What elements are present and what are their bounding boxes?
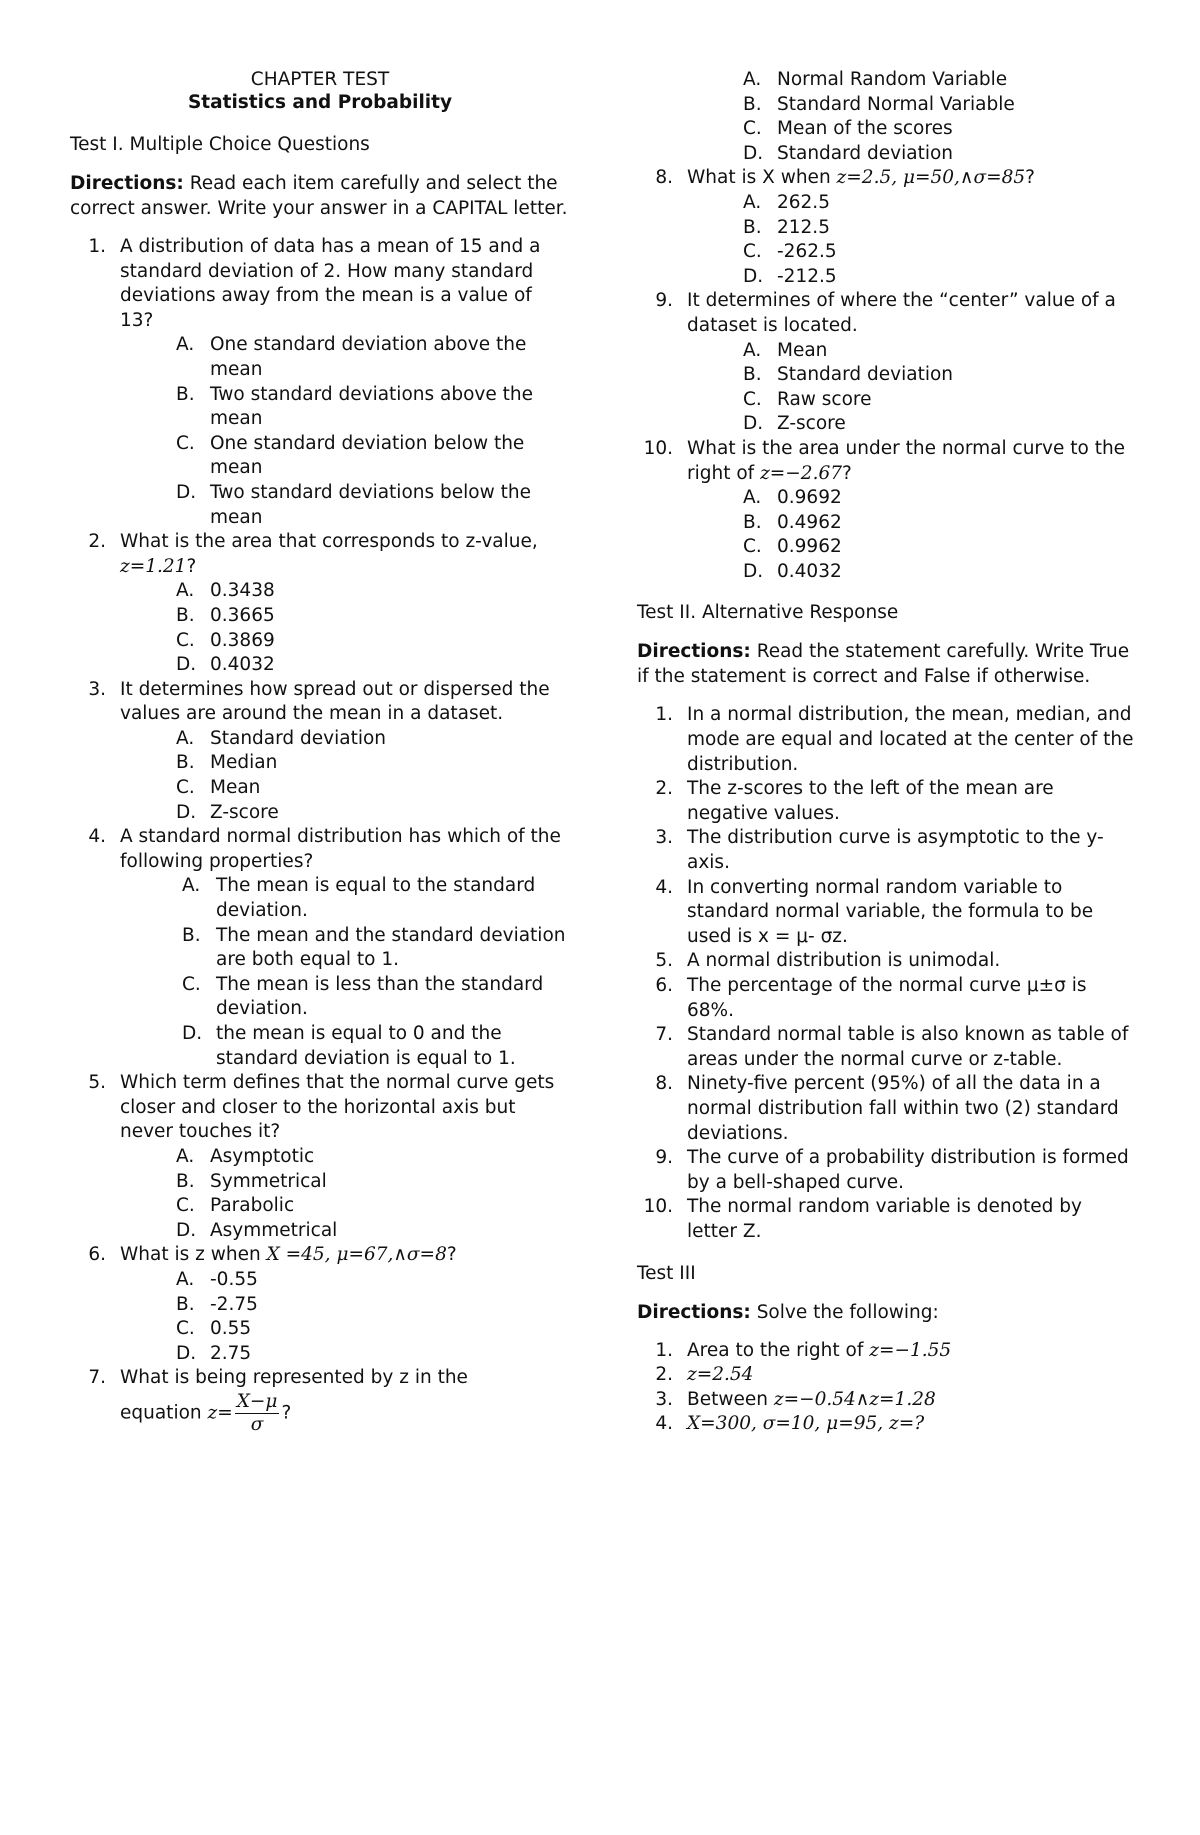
option-a bbox=[743, 486, 1137, 511]
option-text: -212.5 bbox=[777, 265, 837, 287]
option-letter: D. bbox=[176, 654, 197, 676]
option-text: One standard deviation above the mean bbox=[210, 334, 527, 380]
question-text bbox=[687, 166, 1137, 191]
option-text: 0.4032 bbox=[777, 560, 842, 582]
statement-item bbox=[637, 974, 1137, 1023]
option-letter: D. bbox=[743, 265, 764, 287]
test2-heading: Test II. Alternative Response bbox=[637, 602, 899, 624]
option-text: -262.5 bbox=[777, 241, 837, 263]
option-text: Symmetrical bbox=[210, 1170, 327, 1192]
problem-item bbox=[637, 1388, 1137, 1413]
option-letter: C. bbox=[743, 118, 762, 140]
option-text: 0.4962 bbox=[777, 511, 842, 533]
math-expression: z=−2.67 bbox=[760, 462, 843, 484]
option-letter: A. bbox=[743, 69, 762, 90]
option-letter: B. bbox=[743, 364, 762, 386]
problem-item bbox=[637, 1363, 1137, 1388]
question-text-prefix: What is the area under the normal curve to the right of bbox=[687, 437, 1126, 484]
option-text: Standard Normal Variable bbox=[777, 93, 1015, 115]
question-text: Which term defines that the normal curve gets closer and closer to the horizontal axis but never touches it? bbox=[120, 1072, 555, 1143]
math-expression: X=300, σ=10, μ=95, z=? bbox=[687, 1413, 925, 1435]
option-text: Two standard deviations below the mean bbox=[210, 481, 531, 528]
question-text-prefix: What is X when bbox=[687, 167, 837, 189]
option-text: 262.5 bbox=[777, 191, 830, 213]
option-d bbox=[176, 481, 570, 530]
option-b bbox=[743, 93, 1137, 118]
option-c bbox=[176, 776, 570, 801]
option-b bbox=[176, 751, 570, 776]
question-row bbox=[70, 678, 570, 727]
directions-text: Read the statement carefully. Write True if the statement is correct and False if otherwise. bbox=[637, 641, 1130, 688]
option-text: 0.4032 bbox=[210, 654, 275, 676]
problem-text bbox=[687, 1363, 1137, 1388]
statement-number: 10. bbox=[643, 1196, 673, 1218]
subject-title: Statistics and Probability bbox=[187, 92, 453, 113]
option-list bbox=[176, 1145, 570, 1243]
statement-item bbox=[637, 777, 1137, 826]
statement-item bbox=[637, 703, 1137, 777]
problem-number: 3. bbox=[655, 1388, 673, 1410]
option-b bbox=[176, 604, 570, 629]
option-text: Z-score bbox=[777, 413, 846, 435]
statement-item bbox=[637, 1195, 1137, 1244]
option-d bbox=[743, 265, 1137, 290]
problem-item bbox=[637, 1339, 1137, 1364]
option-c bbox=[743, 240, 1137, 265]
statement-number: 1. bbox=[655, 704, 673, 726]
statement-text: The distribution curve is asymptotic to the y-axis. bbox=[687, 827, 1104, 874]
statement-number: 8. bbox=[655, 1073, 673, 1095]
problem-item bbox=[637, 1412, 1137, 1437]
option-text: -2.75 bbox=[210, 1293, 258, 1315]
problem-text-prefix: Area to the right of bbox=[687, 1339, 870, 1361]
option-letter: C. bbox=[743, 536, 762, 558]
option-text: Asymmetrical bbox=[210, 1219, 338, 1241]
question-number: 8. bbox=[655, 167, 673, 189]
option-b bbox=[743, 363, 1137, 388]
option-text: The mean is less than the standard deviation. bbox=[216, 973, 544, 1020]
option-text: Two standard deviations above the mean bbox=[210, 383, 533, 430]
statement-text: A normal distribution is unimodal. bbox=[687, 950, 1001, 972]
question-row bbox=[70, 235, 570, 333]
math-expression: X =45, μ=67,∧σ=8 bbox=[266, 1244, 447, 1266]
option-letter: B. bbox=[176, 604, 195, 626]
math-expression: z=−0.54∧z=1.28 bbox=[773, 1388, 936, 1410]
question-text: A distribution of data has a mean of 15 and a standard deviation of 2. How many standard deviations away from the mean is a value of 13? bbox=[120, 236, 541, 331]
option-a bbox=[176, 1145, 570, 1170]
math-expression: z=−1.55 bbox=[869, 1339, 952, 1361]
question-text-line: What is being represented by z in the bbox=[120, 1367, 468, 1389]
directions-text: Solve the following: bbox=[750, 1301, 939, 1323]
option-letter: D. bbox=[176, 1342, 197, 1364]
test3-heading: Test III bbox=[637, 1262, 696, 1284]
question-item bbox=[637, 289, 1137, 437]
option-c bbox=[176, 1317, 570, 1342]
option-d bbox=[743, 412, 1137, 437]
question-text-suffix: ? bbox=[842, 462, 852, 484]
option-b bbox=[176, 1293, 570, 1318]
question-number: 3. bbox=[88, 678, 106, 700]
statement-number: 5. bbox=[655, 950, 673, 972]
statement-text: The z-scores to the left of the mean are negative values. bbox=[687, 778, 1054, 824]
question-number: 2. bbox=[88, 531, 106, 553]
question-text-suffix: ? bbox=[446, 1244, 457, 1266]
option-letter: B. bbox=[176, 1170, 195, 1192]
option-letter: C. bbox=[743, 241, 762, 263]
option-letter: B. bbox=[176, 752, 195, 774]
option-d bbox=[176, 801, 570, 826]
math-expression: z=1.21 bbox=[120, 555, 187, 577]
option-text: 0.3869 bbox=[210, 629, 275, 651]
option-text: One standard deviation below the mean bbox=[210, 432, 525, 479]
question-text bbox=[120, 530, 570, 579]
option-d bbox=[176, 1219, 570, 1244]
question-text bbox=[120, 1243, 570, 1268]
option-a bbox=[743, 68, 1137, 93]
question-number: 6. bbox=[88, 1244, 106, 1266]
statement-text: The percentage of the normal curve μ±σ is 68%. bbox=[687, 975, 1087, 1021]
question-item bbox=[70, 825, 570, 1071]
question-row bbox=[637, 166, 1137, 191]
question-item bbox=[70, 1071, 570, 1243]
problem-number: 4. bbox=[655, 1413, 673, 1435]
option-list bbox=[176, 333, 570, 530]
statement-number: 6. bbox=[655, 975, 673, 996]
option-c bbox=[176, 432, 570, 481]
option-letter: A. bbox=[743, 339, 762, 361]
test1-directions bbox=[70, 171, 570, 221]
question-text-suffix: ? bbox=[281, 1402, 292, 1424]
option-a bbox=[176, 333, 570, 382]
option-list bbox=[182, 874, 570, 1071]
option-d bbox=[743, 142, 1137, 167]
question-row bbox=[637, 289, 1137, 338]
right-column bbox=[637, 68, 1137, 1437]
math-expression: z=2.5, μ=50,∧σ=85 bbox=[836, 167, 1026, 189]
option-letter: B. bbox=[743, 93, 762, 115]
option-letter: A. bbox=[176, 580, 195, 602]
question-row bbox=[70, 530, 570, 579]
statement-item bbox=[637, 826, 1137, 875]
test3-directions bbox=[637, 1300, 1137, 1325]
fraction-numerator: X−μ bbox=[236, 1390, 278, 1412]
option-list bbox=[743, 191, 1137, 289]
document-header bbox=[70, 68, 570, 114]
option-text: Asymptotic bbox=[210, 1145, 315, 1167]
option-letter: B. bbox=[176, 383, 195, 405]
option-letter: C. bbox=[176, 1318, 195, 1340]
option-letter: B. bbox=[743, 216, 762, 238]
option-letter: C. bbox=[176, 777, 195, 799]
question-item bbox=[70, 678, 570, 826]
option-c bbox=[743, 535, 1137, 560]
option-text: the mean is equal to 0 and the standard deviation is equal to 1. bbox=[216, 1023, 516, 1069]
solve-list bbox=[637, 1339, 1137, 1437]
option-c bbox=[176, 1194, 570, 1219]
option-list bbox=[176, 579, 570, 677]
option-text: Mean of the scores bbox=[777, 118, 953, 140]
option-text: Standard deviation bbox=[777, 142, 954, 164]
option-letter: A. bbox=[182, 875, 201, 897]
question-text bbox=[687, 437, 1137, 486]
question-text-suffix: ? bbox=[1025, 167, 1035, 189]
option-letter: C. bbox=[182, 973, 201, 995]
question-text-suffix: ? bbox=[186, 555, 197, 577]
option-text: 212.5 bbox=[777, 216, 830, 238]
option-text: Raw score bbox=[777, 388, 872, 410]
question-number: 9. bbox=[655, 290, 673, 312]
option-text: Parabolic bbox=[210, 1195, 295, 1217]
question-number: 4. bbox=[88, 826, 106, 848]
question-text-prefix: What is z when bbox=[120, 1244, 267, 1266]
question-text-prefix: equation bbox=[120, 1402, 208, 1424]
option-list bbox=[743, 486, 1137, 584]
option-text: -0.55 bbox=[210, 1268, 258, 1290]
option-a bbox=[176, 579, 570, 604]
statement-text: In a normal distribution, the mean, median, and mode are equal and located at the center of the distribution. bbox=[687, 704, 1134, 775]
problem-number: 2. bbox=[655, 1364, 673, 1386]
option-text: 0.9962 bbox=[777, 536, 842, 558]
option-a bbox=[743, 339, 1137, 364]
statement-item bbox=[637, 876, 1137, 950]
option-b bbox=[743, 511, 1137, 536]
question-text: A standard normal distribution has which of the following properties? bbox=[120, 826, 561, 872]
option-list bbox=[743, 339, 1137, 437]
option-c bbox=[182, 973, 570, 1022]
option-letter: D. bbox=[182, 1023, 203, 1044]
option-text: Median bbox=[210, 752, 278, 774]
statement-text: The curve of a probability distribution is formed by a bell-shaped curve. bbox=[687, 1147, 1129, 1193]
alternative-response-list bbox=[637, 703, 1137, 1244]
problem-text bbox=[687, 1412, 1137, 1437]
question-item bbox=[70, 530, 570, 678]
option-letter: D. bbox=[176, 481, 197, 503]
option-list bbox=[176, 727, 570, 825]
question-list-left bbox=[70, 235, 570, 1436]
option-letter: D. bbox=[743, 560, 764, 582]
option-text: The mean and the standard deviation are both equal to 1. bbox=[216, 924, 566, 971]
question-text: It determines how spread out or dispersed the values are around the mean in a dataset. bbox=[120, 678, 550, 725]
option-text: Standard deviation bbox=[210, 727, 387, 749]
option-list bbox=[743, 68, 1137, 166]
option-letter: D. bbox=[743, 413, 764, 435]
problem-number: 1. bbox=[655, 1339, 673, 1361]
option-letter: C. bbox=[176, 629, 195, 651]
fraction-denominator: σ bbox=[250, 1413, 264, 1435]
option-a bbox=[182, 874, 570, 923]
option-letter: D. bbox=[176, 801, 197, 823]
option-letter: B. bbox=[743, 511, 762, 533]
option-text: 0.55 bbox=[210, 1318, 252, 1340]
option-text: Z-score bbox=[210, 801, 279, 823]
statement-text: Ninety-five percent (95%) of all the data in a normal distribution fall within two (2) standard deviations. bbox=[687, 1073, 1119, 1144]
question-row bbox=[70, 1243, 570, 1268]
option-c bbox=[743, 388, 1137, 413]
option-letter: A. bbox=[176, 1268, 195, 1290]
question-number: 5. bbox=[88, 1072, 106, 1094]
option-a bbox=[743, 191, 1137, 216]
test2-directions bbox=[637, 639, 1137, 689]
option-text: 0.3665 bbox=[210, 604, 275, 626]
question-row bbox=[70, 1366, 570, 1436]
option-b bbox=[176, 1170, 570, 1195]
option-a bbox=[176, 1268, 570, 1293]
directions-label: Directions: bbox=[70, 173, 184, 194]
question-row bbox=[70, 825, 570, 874]
question-list-right bbox=[637, 68, 1137, 584]
question-text-prefix: What is the area that corresponds to z-value, bbox=[120, 531, 538, 553]
directions-label: Directions: bbox=[637, 641, 751, 663]
option-text: 0.3438 bbox=[210, 580, 275, 602]
math-lhs: z= bbox=[207, 1402, 233, 1424]
statement-text: The normal random variable is denoted by letter Z. bbox=[687, 1196, 1082, 1242]
chapter-title: CHAPTER TEST bbox=[250, 69, 390, 90]
question-item bbox=[70, 1243, 570, 1366]
option-letter: A. bbox=[176, 334, 195, 356]
question-item bbox=[70, 235, 570, 530]
question-row bbox=[70, 1071, 570, 1145]
question-text bbox=[120, 1366, 570, 1436]
option-d bbox=[743, 560, 1137, 585]
option-b bbox=[743, 216, 1137, 241]
fraction bbox=[235, 1391, 280, 1436]
option-text: Mean bbox=[777, 339, 828, 361]
option-letter: C. bbox=[176, 432, 195, 454]
option-letter: A. bbox=[743, 487, 762, 509]
problem-text-prefix: Between bbox=[687, 1388, 774, 1410]
statement-text: In converting normal random variable to standard normal variable, the formula to be used is x = μ- σz. bbox=[687, 876, 1094, 947]
option-text: 2.75 bbox=[210, 1342, 252, 1364]
math-expression: z=2.54 bbox=[687, 1364, 754, 1386]
option-letter: A. bbox=[743, 191, 762, 213]
option-letter: D. bbox=[743, 142, 764, 164]
option-letter: A. bbox=[176, 1145, 195, 1167]
option-letter: C. bbox=[743, 388, 762, 410]
statement-number: 4. bbox=[655, 876, 673, 898]
statement-item bbox=[637, 949, 1137, 974]
question-item bbox=[70, 1366, 570, 1436]
option-text: 0.9692 bbox=[777, 487, 842, 509]
statement-number: 2. bbox=[655, 778, 673, 800]
problem-text bbox=[687, 1388, 1137, 1413]
statement-number: 9. bbox=[655, 1147, 673, 1169]
option-d bbox=[176, 653, 570, 678]
question-number: 10. bbox=[643, 437, 673, 459]
option-text: Standard deviation bbox=[777, 364, 954, 386]
option-a bbox=[176, 727, 570, 752]
question-item bbox=[637, 437, 1137, 585]
option-c bbox=[176, 629, 570, 654]
statement-item bbox=[637, 1072, 1137, 1146]
statement-number: 3. bbox=[655, 827, 673, 849]
statement-text: Standard normal table is also known as table of areas under the normal curve or z-table. bbox=[687, 1024, 1129, 1070]
option-letter: B. bbox=[182, 924, 201, 946]
question-number: 7. bbox=[88, 1367, 106, 1389]
option-list bbox=[176, 1268, 570, 1366]
option-text: Mean bbox=[210, 777, 261, 799]
test1-heading: Test I. Multiple Choice Questions bbox=[70, 134, 370, 155]
option-letter: A. bbox=[176, 727, 195, 749]
option-letter: C. bbox=[176, 1195, 195, 1217]
left-column bbox=[70, 68, 570, 1436]
option-b bbox=[176, 383, 570, 432]
question-item bbox=[637, 166, 1137, 289]
question-row bbox=[637, 437, 1137, 486]
option-letter: D. bbox=[176, 1219, 197, 1241]
directions-label: Directions: bbox=[637, 1301, 751, 1323]
option-text: The mean is equal to the standard deviation. bbox=[216, 875, 536, 922]
option-letter: B. bbox=[176, 1293, 195, 1315]
question-number: 1. bbox=[88, 236, 106, 257]
statement-item bbox=[637, 1023, 1137, 1072]
question-text: It determines of where the “center” value of a dataset is located. bbox=[687, 290, 1116, 336]
option-d bbox=[176, 1342, 570, 1367]
statement-number: 7. bbox=[655, 1024, 673, 1046]
statement-item bbox=[637, 1146, 1137, 1195]
option-c bbox=[743, 117, 1137, 142]
question-equation-line bbox=[120, 1391, 570, 1436]
problem-text bbox=[687, 1339, 1137, 1364]
option-d bbox=[182, 1022, 570, 1071]
option-text: Normal Random Variable bbox=[777, 69, 1008, 90]
directions-text: Read each item carefully and select the correct answer. Write your answer in a CAPITAL letter. bbox=[70, 173, 568, 219]
option-b bbox=[182, 924, 570, 973]
